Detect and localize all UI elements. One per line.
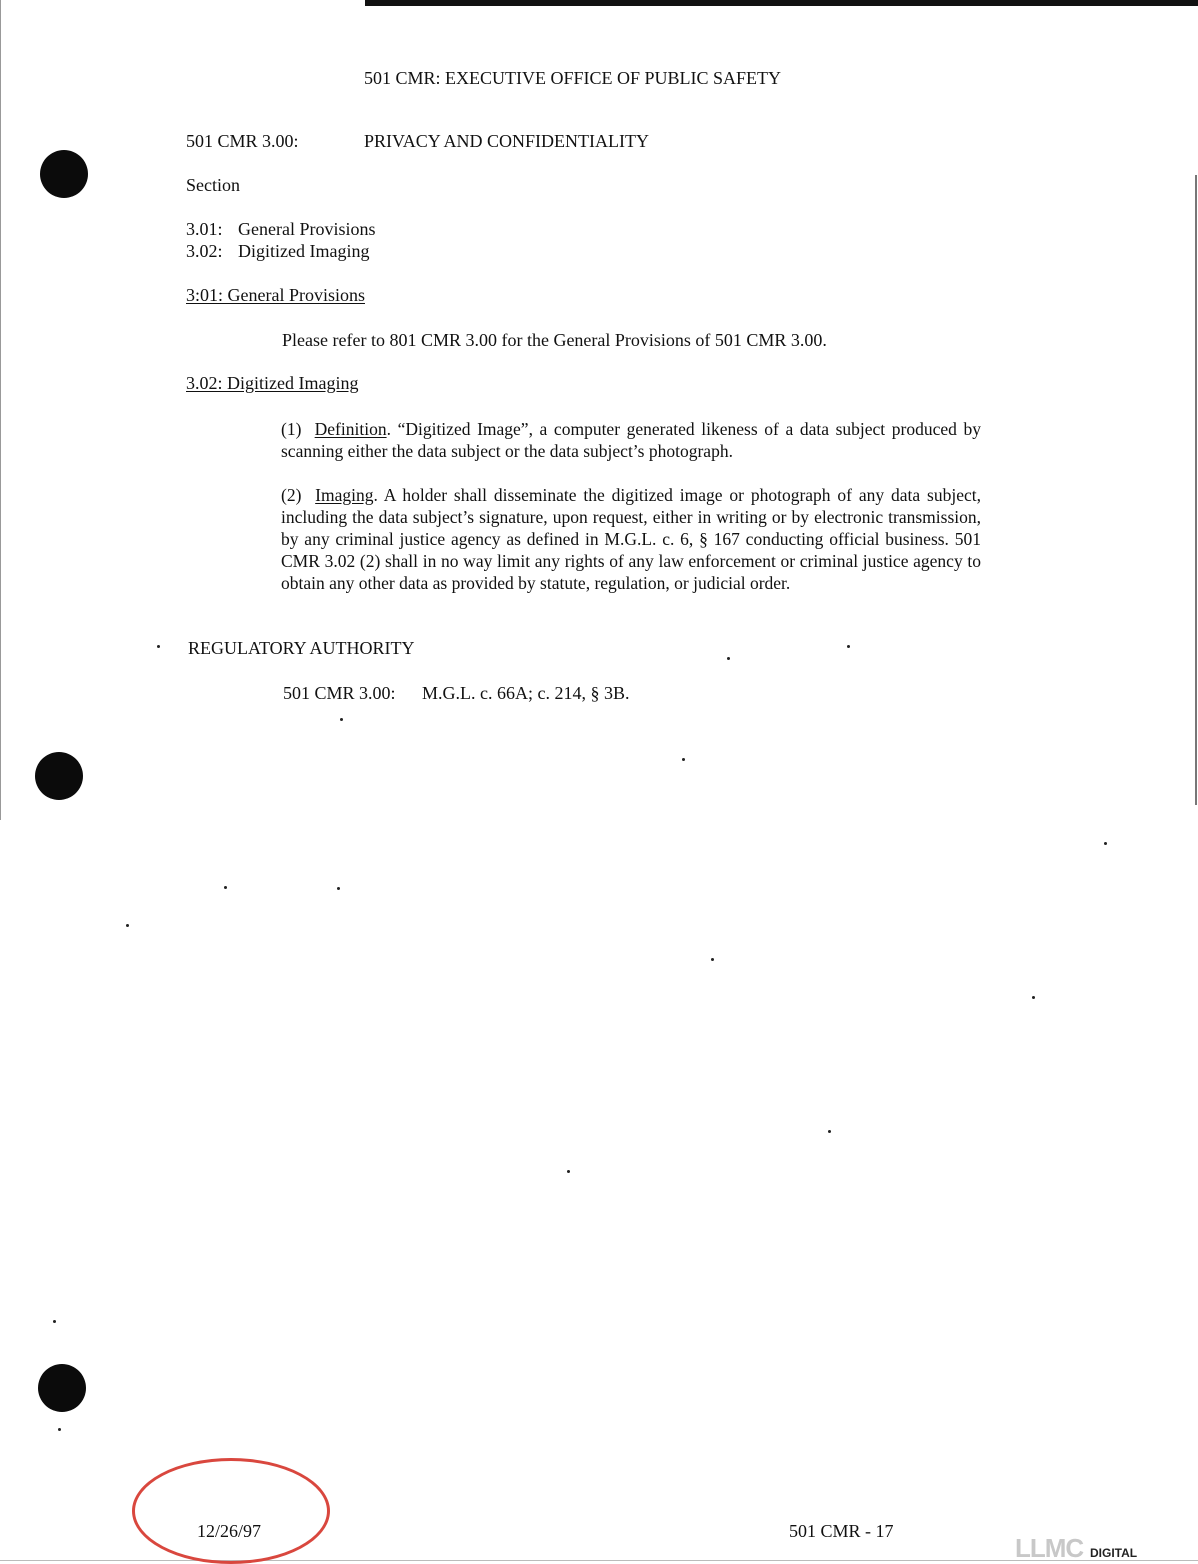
toc-item-number: 3.02: (186, 241, 223, 261)
page-edge-left (0, 0, 1, 820)
paragraph-number: (1) (281, 419, 302, 439)
scan-speck (1032, 996, 1035, 999)
authority-cite-text: M.G.L. c. 66A; c. 214, § 3B. (422, 683, 630, 703)
imaging-term: Imaging (315, 485, 374, 505)
chapter-name: PRIVACY AND CONFIDENTIALITY (364, 131, 650, 151)
definition-paragraph (281, 418, 981, 462)
page-header-title: 501 CMR: EXECUTIVE OFFICE OF PUBLIC SAFETY (364, 68, 782, 88)
section-301-heading: 3:01: General Provisions (186, 285, 365, 305)
scan-speck (847, 645, 850, 648)
definition-text: . “Digitized Image”, a computer generated likeness of a data subject produced by scanning either the data subject or the data subject’s photograph. (281, 419, 982, 461)
binder-hole-bottom (38, 1364, 86, 1412)
llmc-watermark-suffix: DIGITAL (1090, 1546, 1138, 1560)
scan-speck (727, 657, 730, 660)
llmc-watermark-logo: LLMC (1015, 1533, 1084, 1563)
authority-heading: REGULATORY AUTHORITY (188, 638, 415, 658)
section-301-body: Please refer to 801 CMR 3.00 for the General Provisions of 501 CMR 3.00. (282, 330, 827, 350)
section-302-heading: 3.02: Digitized Imaging (186, 373, 359, 393)
paragraph-number: (2) (281, 485, 302, 505)
scan-speck (224, 886, 227, 889)
scan-speck (340, 718, 343, 721)
footer-date: 12/26/97 (197, 1521, 262, 1541)
binder-hole-middle (35, 752, 83, 800)
imaging-paragraph (281, 484, 981, 594)
scan-speck (157, 645, 160, 648)
section-label: Section (186, 175, 240, 195)
scan-speck (711, 958, 714, 961)
scan-speck (567, 1170, 570, 1173)
scan-speck (58, 1428, 61, 1431)
chapter-number: 501 CMR 3.00: (186, 131, 299, 151)
scan-speck (682, 758, 685, 761)
scan-speck (53, 1320, 56, 1323)
scan-speck (1104, 842, 1107, 845)
scan-speck (828, 1130, 831, 1133)
toc-item-number: 3.01: (186, 219, 223, 239)
footer-page-number: 501 CMR - 17 (789, 1521, 894, 1541)
scan-speck (337, 887, 340, 890)
annotation-circle (132, 1458, 330, 1564)
definition-term: Definition (314, 419, 387, 439)
toc-item-title: Digitized Imaging (238, 241, 370, 261)
top-rule (365, 0, 1198, 6)
toc-item-title: General Provisions (238, 219, 376, 239)
authority-cite-label: 501 CMR 3.00: (283, 683, 396, 703)
binder-hole-top (40, 150, 88, 198)
scan-speck (126, 924, 129, 927)
page-edge-right (1195, 175, 1197, 805)
imaging-text: . A holder shall disseminate the digitized image or photograph of any data subject, including the data subject’s signature, upon request, either in writing or by electronic transmission, by any criminal justice agency as defined in M.G.L. c. 6, § 167 conducting official business. 501 CMR 3.02 (2) shall in no way limit any rights of any law enforcement or criminal justice agency to obtain any other data as provided by statute, regulation, or judicial order. (281, 485, 981, 593)
